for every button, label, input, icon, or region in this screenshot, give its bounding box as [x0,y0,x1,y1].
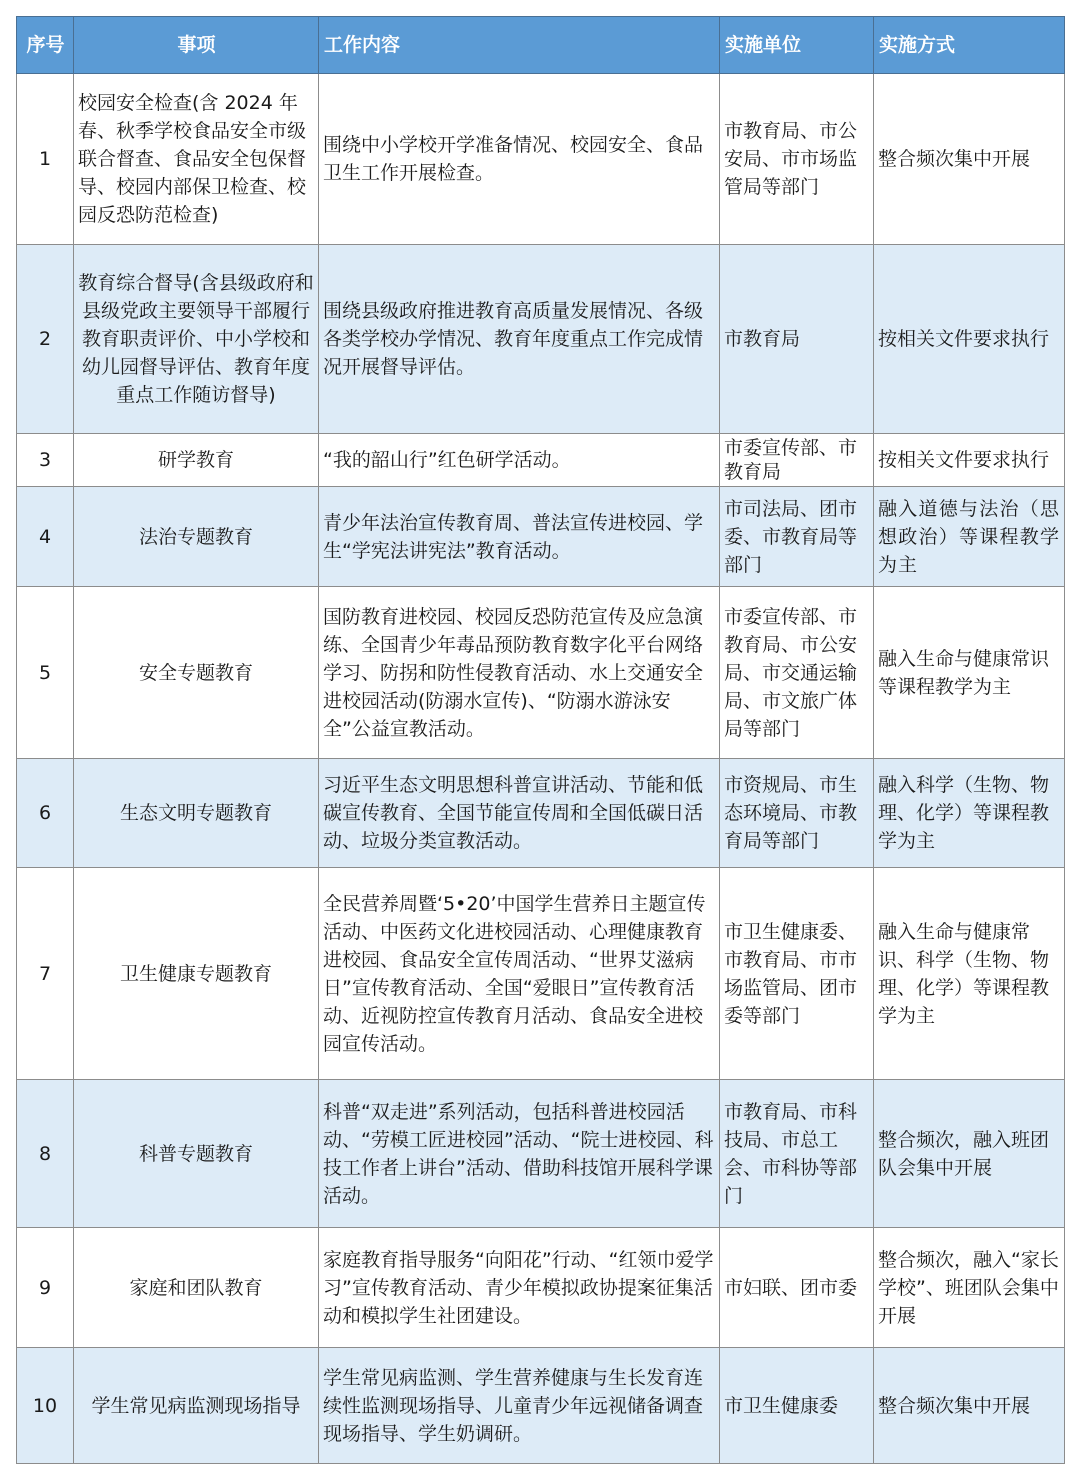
row-content: 学生常见病监测、学生营养健康与生长发育连续性监测现场指导、儿童青少年远视储备调查现场指导、学生奶调研。 [319,1348,720,1464]
row-num: 1 [17,74,74,245]
row-unit: 市教育局、市公安局、市市场监管局等部门 [720,74,874,245]
row-num: 4 [17,487,74,587]
row-content: 青少年法治宣传教育周、普法宣传进校园、学生“学宪法讲宪法”教育活动。 [319,487,720,587]
table-row [17,868,1065,1080]
row-content: “我的韶山行”红色研学活动。 [319,434,720,487]
row-unit: 市资规局、市生态环境局、市教育局等部门 [720,759,874,868]
table-row [17,245,1065,434]
row-method: 整合频次集中开展 [874,74,1065,245]
header-unit: 实施单位 [720,17,874,74]
row-item: 卫生健康专题教育 [74,868,319,1080]
row-method: 融入生命与健康常识等课程教学为主 [874,587,1065,759]
row-unit: 市教育局、市科技局、市总工会、市科协等部门 [720,1080,874,1228]
row-method: 按相关文件要求执行 [874,245,1065,434]
table-row [17,74,1065,245]
row-unit: 市委宣传部、市教育局、市公安局、市交通运输局、市文旅广体局等部门 [720,587,874,759]
header-num: 序号 [17,17,74,74]
row-content: 全民营养周暨‘5•20’中国学生营养日主题宣传活动、中医药文化进校园活动、心理健康教育进校园、食品安全宣传周活动、“世界艾滋病日”宣传教育活动、全国“爱眼日”宣传教育活动、近视防控宣传教育月活动、食品安全进校园宣传活动。 [319,868,720,1080]
row-method: 整合频次，融入“家长学校”、班团队会集中开展 [874,1228,1065,1348]
row-unit: 市卫生健康委 [720,1348,874,1464]
work-plan-table [16,16,1065,1464]
row-unit: 市妇联、团市委 [720,1228,874,1348]
row-item: 学生常见病监测现场指导 [74,1348,319,1464]
row-method: 融入道德与法治（思想政治）等课程教学为主 [874,487,1065,587]
header-item: 事项 [74,17,319,74]
row-content: 围绕县级政府推进教育高质量发展情况、各级各类学校办学情况、教育年度重点工作完成情况开展督导评估。 [319,245,720,434]
row-item: 法治专题教育 [74,487,319,587]
row-item: 研学教育 [74,434,319,487]
row-content: 家庭教育指导服务“向阳花”行动、“红领巾爱学习”宣传教育活动、青少年模拟政协提案征集活动和模拟学生社团建设。 [319,1228,720,1348]
row-item: 科普专题教育 [74,1080,319,1228]
row-num: 8 [17,1080,74,1228]
row-method: 融入科学（生物、物理、化学）等课程教学为主 [874,759,1065,868]
row-content: 科普“双走进”系列活动，包括科普进校园活动、“劳模工匠进校园”活动、“院士进校园、科技工作者上讲台”活动、借助科技馆开展科学课活动。 [319,1080,720,1228]
row-unit: 市司法局、团市委、市教育局等部门 [720,487,874,587]
row-unit: 市卫生健康委、市教育局、市市场监管局、团市委等部门 [720,868,874,1080]
row-unit: 市教育局 [720,245,874,434]
row-num: 9 [17,1228,74,1348]
row-num: 10 [17,1348,74,1464]
row-method: 按相关文件要求执行 [874,434,1065,487]
table-row [17,587,1065,759]
row-item: 安全专题教育 [74,587,319,759]
table-row [17,759,1065,868]
header-method: 实施方式 [874,17,1065,74]
row-content: 围绕中小学校开学准备情况、校园安全、食品卫生工作开展检查。 [319,74,720,245]
row-num: 5 [17,587,74,759]
table-row [17,1348,1065,1464]
row-item: 家庭和团队教育 [74,1228,319,1348]
row-item: 教育综合督导(含县级政府和县级党政主要领导干部履行教育职责评价、中小学校和幼儿园督导评估、教育年度重点工作随访督导) [74,245,319,434]
table-header-row [17,17,1065,74]
header-content: 工作内容 [319,17,720,74]
row-unit: 市委宣传部、市教育局 [720,434,874,487]
row-num: 6 [17,759,74,868]
row-num: 3 [17,434,74,487]
row-content: 国防教育进校园、校园反恐防范宣传及应急演练、全国青少年毒品预防教育数字化平台网络学习、防拐和防性侵教育活动、水上交通安全进校园活动(防溺水宣传)、“防溺水游泳安全”公益宣教活动。 [319,587,720,759]
table-row [17,434,1065,487]
table-row [17,1228,1065,1348]
row-method: 融入生命与健康常识、科学（生物、物理、化学）等课程教学为主 [874,868,1065,1080]
row-item: 校园安全检查(含 2024 年春、秋季学校食品安全市级联合督查、食品安全包保督导、校园内部保卫检查、校园反恐防范检查) [74,74,319,245]
row-method: 整合频次集中开展 [874,1348,1065,1464]
row-method: 整合频次，融入班团队会集中开展 [874,1080,1065,1228]
row-num: 7 [17,868,74,1080]
table-row [17,487,1065,587]
row-item: 生态文明专题教育 [74,759,319,868]
table-row [17,1080,1065,1228]
row-num: 2 [17,245,74,434]
row-content: 习近平生态文明思想科普宣讲活动、节能和低碳宣传教育、全国节能宣传周和全国低碳日活动、垃圾分类宣教活动。 [319,759,720,868]
